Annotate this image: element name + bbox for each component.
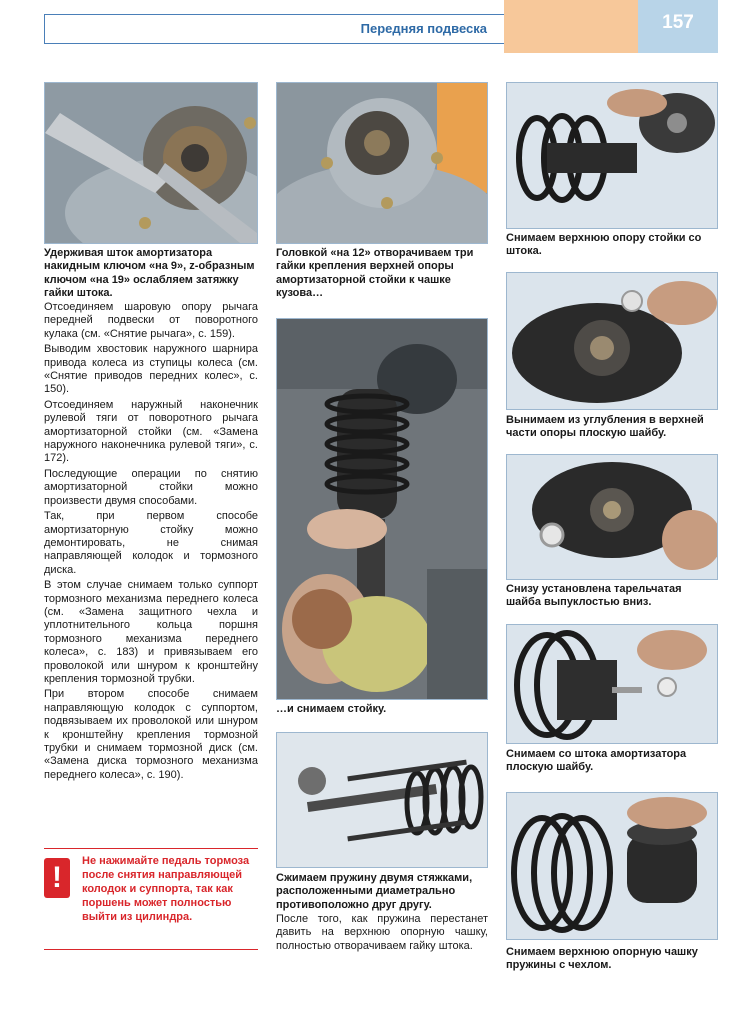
photo-shaft-washer [506,624,718,744]
warning-rule-bottom [44,949,258,950]
page-number: 157 [662,12,694,33]
header-box [44,15,506,44]
warning-icon: ! [44,858,70,898]
photo-wrench-on-nut [44,82,258,244]
photo-spring-cup [506,792,718,940]
paragraph: Так, при первом способе амортизаторную стойку можно демонтировать, не снимая направляющей колодок и тормозного диска. [44,510,258,576]
paragraph: Отсоединяем шаровую опору рычага передней подвески от поворотного кулака (см. «Снятие рычага», с. 159). [44,301,258,340]
header-tab-orange [504,0,638,53]
paragraph: При втором способе снимаем направляющую колодок с суппортом, подвязываем их проволокой или шнуром к кронштейну крепления тормозной трубки и снимаем тормозной диск (см. «Замена диска тормозного механизма переднего колеса», с. 190). [44,688,258,781]
caption-strut-removal: …и снимаем стойку. [276,703,387,715]
left-body-text [44,301,258,784]
photo-flat-washer-top [506,272,718,410]
warning-text: Не нажимайте педаль тормоза после снятия направляющей колодок и суппорта, так как поршень может полностью выйти из цилиндра. [82,855,250,923]
photo-spring-compressors [276,732,488,868]
warning-rule-top [44,848,258,849]
caption-top-mount-nuts: Головкой «на 12» отворачиваем три гайки крепления верхней опоры амортизаторной стойки к чашке кузова… [276,247,474,300]
photo-remove-top-mount [506,82,718,229]
caption-shaft-washer: Снимаем со штока амортизатора плоскую шайбу. [506,748,687,774]
paragraph: Последующие операции по снятию амортизаторной стойки можно произвести двумя способами. [44,467,258,507]
photo-strut-removal [276,318,488,700]
photo-strut-top-mount [276,82,488,244]
paragraph-spring-nut [276,913,488,955]
paragraph: Выводим хвостовик наружного шарнира привода колеса из ступицы колеса (см. «Снятие приводов передних колес», с. 150). [44,343,258,396]
caption-spring-cup: Снимаем верхнюю опорную чашку пружины с чехлом. [506,946,698,972]
paragraph: После того, как пружина перестанет давить на верхнюю опорную чашку, полностью отворачиваем гайку штока. [276,913,488,952]
caption-cup-washer: Снизу установлена тарельчатая шайба выпуклостью вниз. [506,583,682,609]
caption-spring-compress: Сжимаем пружину двумя стяжками, расположенными диаметрально противоположно друг другу. [276,872,473,911]
paragraph: В этом случае снимаем только суппорт тормозного механизма переднего колеса (см. «Замена защитного чехла и уплотнительного кольца поршня тормозного механизма переднего колеса», с. 183) и привязываем его проволокой или шнуром к кронштейну крепления тормозной трубки. [44,579,258,685]
caption-remove-top-mount: Снимаем верхнюю опору стойки со штока. [506,232,702,258]
section-title: Передняя подвеска [360,21,487,36]
paragraph: Отсоединяем наружный наконечник рулевой тяги от поворотного рычага амортизаторной стойки (см. «Замена наружного наконечника рулевой тяги», с. 172). [44,398,258,465]
photo-cup-washer [506,454,718,580]
caption-flat-washer-top: Вынимаем из углубления в верхней части опоры плоскую шайбу. [506,414,704,440]
caption-wrench: Удерживая шток амортизатора накидным ключом «на 9», z-образным ключом «на 19» ослабляем затяжку гайки штока. [44,247,255,300]
